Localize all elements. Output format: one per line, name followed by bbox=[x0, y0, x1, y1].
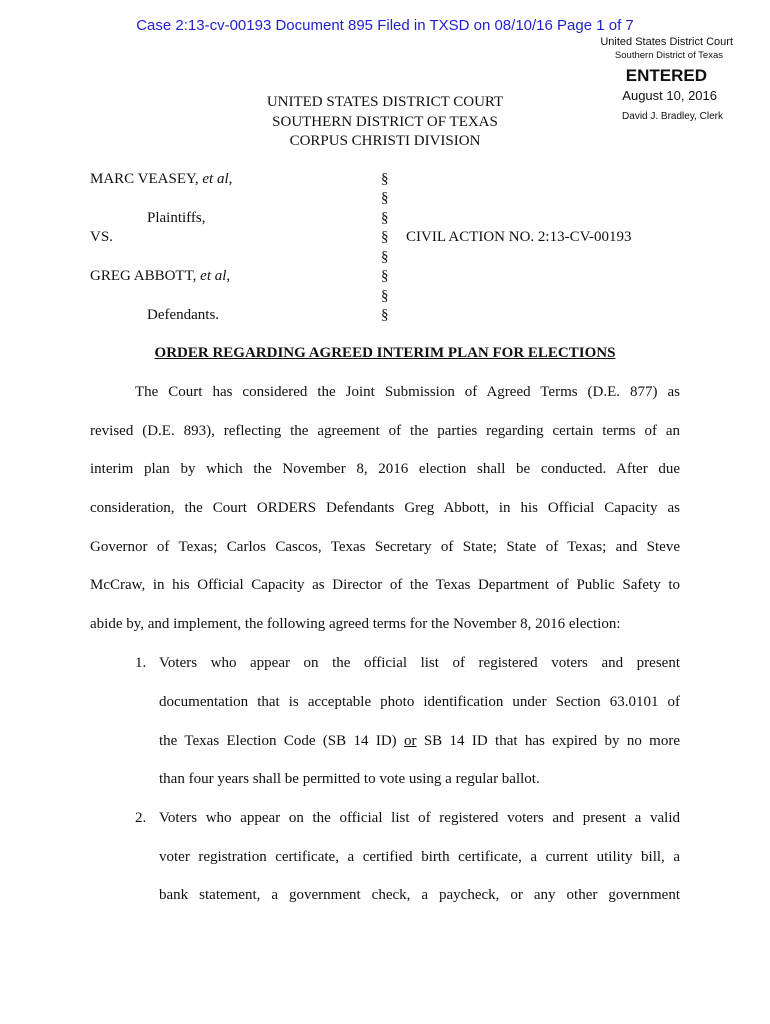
list-item-line: voter registration certificate, a certified birth certificate, a current utility bill, a bbox=[159, 849, 680, 865]
list-item-number: 2. bbox=[135, 810, 147, 826]
court-division: CORPUS CHRISTI DIVISION bbox=[289, 133, 481, 149]
court-district: SOUTHERN DISTRICT OF TEXAS bbox=[272, 114, 498, 130]
body-line: consideration, the Court ORDERS Defendants Greg Abbott, in his Official Capacity as bbox=[90, 500, 680, 516]
plaintiffs-label: Plaintiffs, bbox=[147, 210, 206, 226]
emphasis-or: or bbox=[404, 733, 417, 749]
list-item-line: Voters who appear on the official list of registered voters and present bbox=[159, 655, 680, 671]
section-symbol: § bbox=[381, 171, 389, 187]
stamp-entered: ENTERED bbox=[625, 66, 707, 85]
body-line: The Court has considered the Joint Submission of Agreed Terms (D.E. 877) as bbox=[135, 384, 680, 400]
list-item-line: the Texas Election Code (SB 14 ID) or SB 14 ID that has expired by no more bbox=[159, 733, 680, 749]
order-title: ORDER REGARDING AGREED INTERIM PLAN FOR ELECTIONS bbox=[154, 345, 616, 361]
list-item-line: documentation that is acceptable photo identification under Section 63.0101 of bbox=[159, 694, 680, 710]
section-symbol: § bbox=[381, 249, 389, 265]
list-item-number: 1. bbox=[135, 655, 147, 671]
plaintiff-name: MARC VEASEY, et al, bbox=[90, 171, 233, 187]
list-item-line: Voters who appear on the official list of registered voters and present a valid bbox=[159, 810, 680, 826]
section-symbol: § bbox=[381, 210, 389, 226]
body-line: Governor of Texas; Carlos Cascos, Texas Secretary of State; State of Texas; and Steve bbox=[90, 539, 680, 555]
stamp-court: United States District Court bbox=[600, 36, 733, 48]
section-symbol: § bbox=[381, 307, 389, 323]
body-line: revised (D.E. 893), reflecting the agreement of the parties regarding certain terms of an bbox=[90, 423, 680, 439]
case-header: Case 2:13-cv-00193 Document 895 Filed in TXSD on 08/10/16 Page 1 of 7 bbox=[136, 17, 634, 34]
defendant-name: GREG ABBOTT, et al, bbox=[90, 268, 231, 284]
body-line: abide by, and implement, the following agreed terms for the November 8, 2016 election: bbox=[90, 616, 621, 632]
stamp-date: August 10, 2016 bbox=[622, 88, 717, 103]
body-line: interim plan by which the November 8, 2016 election shall be conducted. After due bbox=[90, 461, 680, 477]
section-symbol: § bbox=[381, 229, 389, 245]
section-symbol: § bbox=[381, 288, 389, 304]
body-line: McCraw, in his Official Capacity as Director of the Texas Department of Public Safety to bbox=[90, 577, 680, 593]
section-symbol: § bbox=[381, 190, 389, 206]
stamp-district: Southern District of Texas bbox=[614, 50, 723, 61]
versus-label: VS. bbox=[90, 229, 113, 245]
defendants-label: Defendants. bbox=[147, 307, 220, 323]
section-symbol: § bbox=[381, 268, 389, 284]
list-item-line: bank statement, a government check, a paycheck, or any other government bbox=[159, 887, 680, 903]
stamp-clerk: David J. Bradley, Clerk bbox=[622, 111, 723, 122]
court-name: UNITED STATES DISTRICT COURT bbox=[266, 94, 504, 110]
list-item-line: than four years shall be permitted to vote using a regular ballot. bbox=[159, 771, 540, 787]
civil-action-number: CIVIL ACTION NO. 2:13-CV-00193 bbox=[406, 229, 632, 245]
